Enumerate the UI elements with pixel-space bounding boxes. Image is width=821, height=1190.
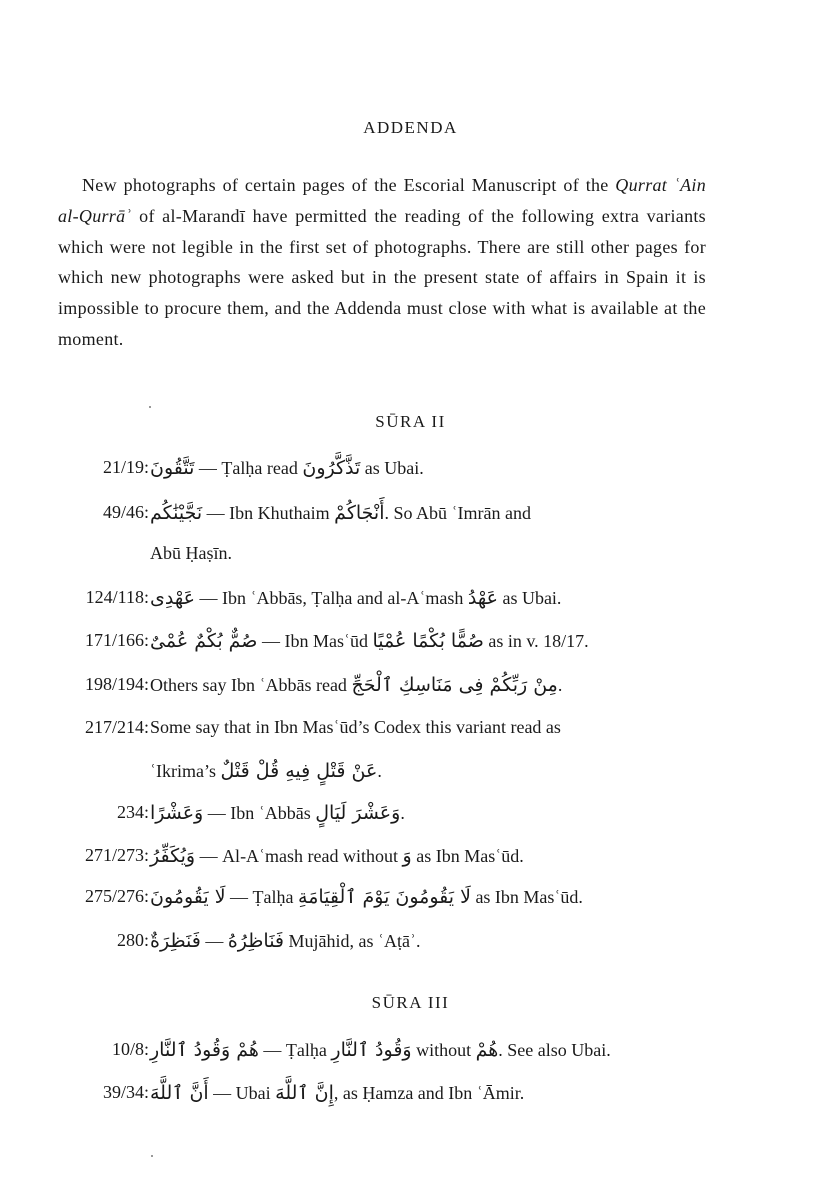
intro-paragraph: [58, 170, 706, 355]
sura-2-heading: SŪRA II: [375, 412, 446, 431]
arabic-variant: عَهْدُ: [467, 587, 498, 609]
variant-note: . So Abū ʿImrān and: [384, 503, 531, 523]
page-title: ADDENDA: [363, 118, 458, 137]
arabic-reading: تَتَّقُونَ: [150, 457, 195, 479]
variant-note: as Ibn Masʿūd.: [470, 887, 583, 907]
arabic-reading: لَا يَقُومُونَ: [150, 886, 226, 908]
verse-reference: 271/273:: [84, 845, 149, 865]
verse-reference: 280:: [116, 930, 149, 950]
verse-reference: 275/276:: [84, 886, 149, 906]
variant-note: as Ibn Masʿūd.: [411, 846, 524, 866]
variant-note: — Ubai: [208, 1083, 276, 1103]
variant-note: — Ibn Khuthaim: [202, 503, 335, 523]
verse-reference: 171/166:: [84, 630, 149, 650]
variant-note: — Ibn Masʿūd: [257, 631, 373, 651]
verse-reference: 21/19:: [102, 457, 149, 477]
variant-note: . See also Ubai.: [498, 1040, 611, 1060]
arabic-reading: وَيُكَفِّرُ: [150, 845, 196, 867]
variant-note: as Ubai.: [497, 588, 562, 608]
arabic-variant: مِنْ رَبِّكُمْ فِى مَنَاسِكِ ٱلْحَجِّ: [351, 674, 558, 696]
arabic-reading: صُمٌّ بُكْمٌ عُمْىٌ: [150, 630, 258, 652]
arabic-variant: أَنْجَاكُمْ: [334, 502, 385, 524]
speck: [151, 1155, 153, 1157]
manuscript-title: Qurrat ʿAin al-Qurrāʾ: [58, 175, 706, 226]
intro-text-start: New photographs of certain pages of the Escorial Manuscript of the: [82, 175, 616, 195]
arabic-variant: فَنَاظِرُهُ: [227, 930, 285, 952]
arabic-reading: نَجَّيْنَٰكُم: [150, 502, 203, 524]
verse-reference: 234:: [116, 802, 149, 822]
variant-note: Others say Ibn ʿAbbās read: [150, 675, 352, 695]
variant-note: , as Ḥamza and Ibn ʿĀmir.: [333, 1083, 525, 1103]
variant-note: .: [557, 675, 563, 695]
arabic-reading: وَعَشْرًا: [150, 802, 204, 824]
variant-note: — Ibn ʿAbbās, Ṭalḥa and al-Aʿmash: [194, 588, 468, 608]
verse-reference: 198/194:: [84, 674, 149, 694]
arabic-variant: إِنَّ ٱللَّهَ: [275, 1082, 334, 1104]
variant-note: Mujāhid, as ʿAṭāʾ.: [284, 931, 421, 951]
arabic-variant: لَا يَقُومُونَ يَوْمَ ٱلْقِيَامَةِ: [298, 886, 471, 908]
verse-reference: 49/46:: [102, 502, 149, 522]
sura-3-heading: SŪRA III: [371, 993, 450, 1012]
arabic-reading: عَهْدِى: [150, 587, 195, 609]
variant-note: — Ṭalḥa: [225, 887, 299, 907]
arabic-reading: فَنَظِرَةٌ: [150, 930, 201, 952]
verse-reference: 39/34:: [102, 1082, 149, 1102]
entry-continuation: [150, 760, 382, 782]
variant-note: — Ṭalḥa: [258, 1040, 332, 1060]
verse-reference: 124/118:: [85, 587, 149, 607]
speck: [149, 406, 151, 408]
variant-note: — Al-Aʿmash read without: [195, 846, 403, 866]
variant-note: —: [200, 931, 228, 951]
variant-note: as in v. 18/17.: [483, 631, 589, 651]
arabic-variant: تَذَّكَّرُونَ: [302, 457, 361, 479]
arabic-variant: وَ: [402, 845, 412, 867]
variant-note: as Ubai.: [360, 458, 424, 478]
arabic-reading: هُمْ وَقُودُ ٱلنَّارِ: [150, 1039, 259, 1061]
arabic-variant: وَعَشْرَ لَيَالٍ: [315, 802, 401, 824]
variant-note: ʿIkrima’s: [150, 761, 221, 781]
arabic-variant: وَقُودُ ٱلنَّارِ: [331, 1039, 412, 1061]
variant-note: .: [377, 761, 382, 781]
variant-note: .: [400, 803, 405, 823]
arabic-reading: أَنَّ ٱللَّهَ: [150, 1082, 209, 1104]
variant-note: — Ibn ʿAbbās: [203, 803, 316, 823]
arabic-variant: عَنْ قَتْلٍ فِيهِ قُلْ قَتْلٌ: [220, 760, 378, 782]
arabic-variant: صُمًّا بُكْمًا عُمْيًا: [372, 630, 484, 652]
entry-continuation: Abū Ḥaṣīn.: [150, 543, 232, 563]
verse-reference: 10/8:: [111, 1039, 149, 1059]
verse-reference: 217/214:: [84, 717, 149, 737]
arabic-variant: هُمْ: [475, 1039, 499, 1061]
intro-text-end: of al-Marandī have permitted the reading of the following extra variants which were not legible in the first set of photographs. There are still other pages for which new photographs were asked but in the present state of affairs in Spain it is impossible to procure them, and the Addenda must close with what is available at the moment.: [58, 205, 706, 349]
variant-note: — Ṭalḥa read: [194, 458, 303, 478]
variant-note: without: [411, 1040, 476, 1060]
variant-note: Some say that in Ibn Masʿūd’s Codex this variant read as: [150, 717, 561, 737]
